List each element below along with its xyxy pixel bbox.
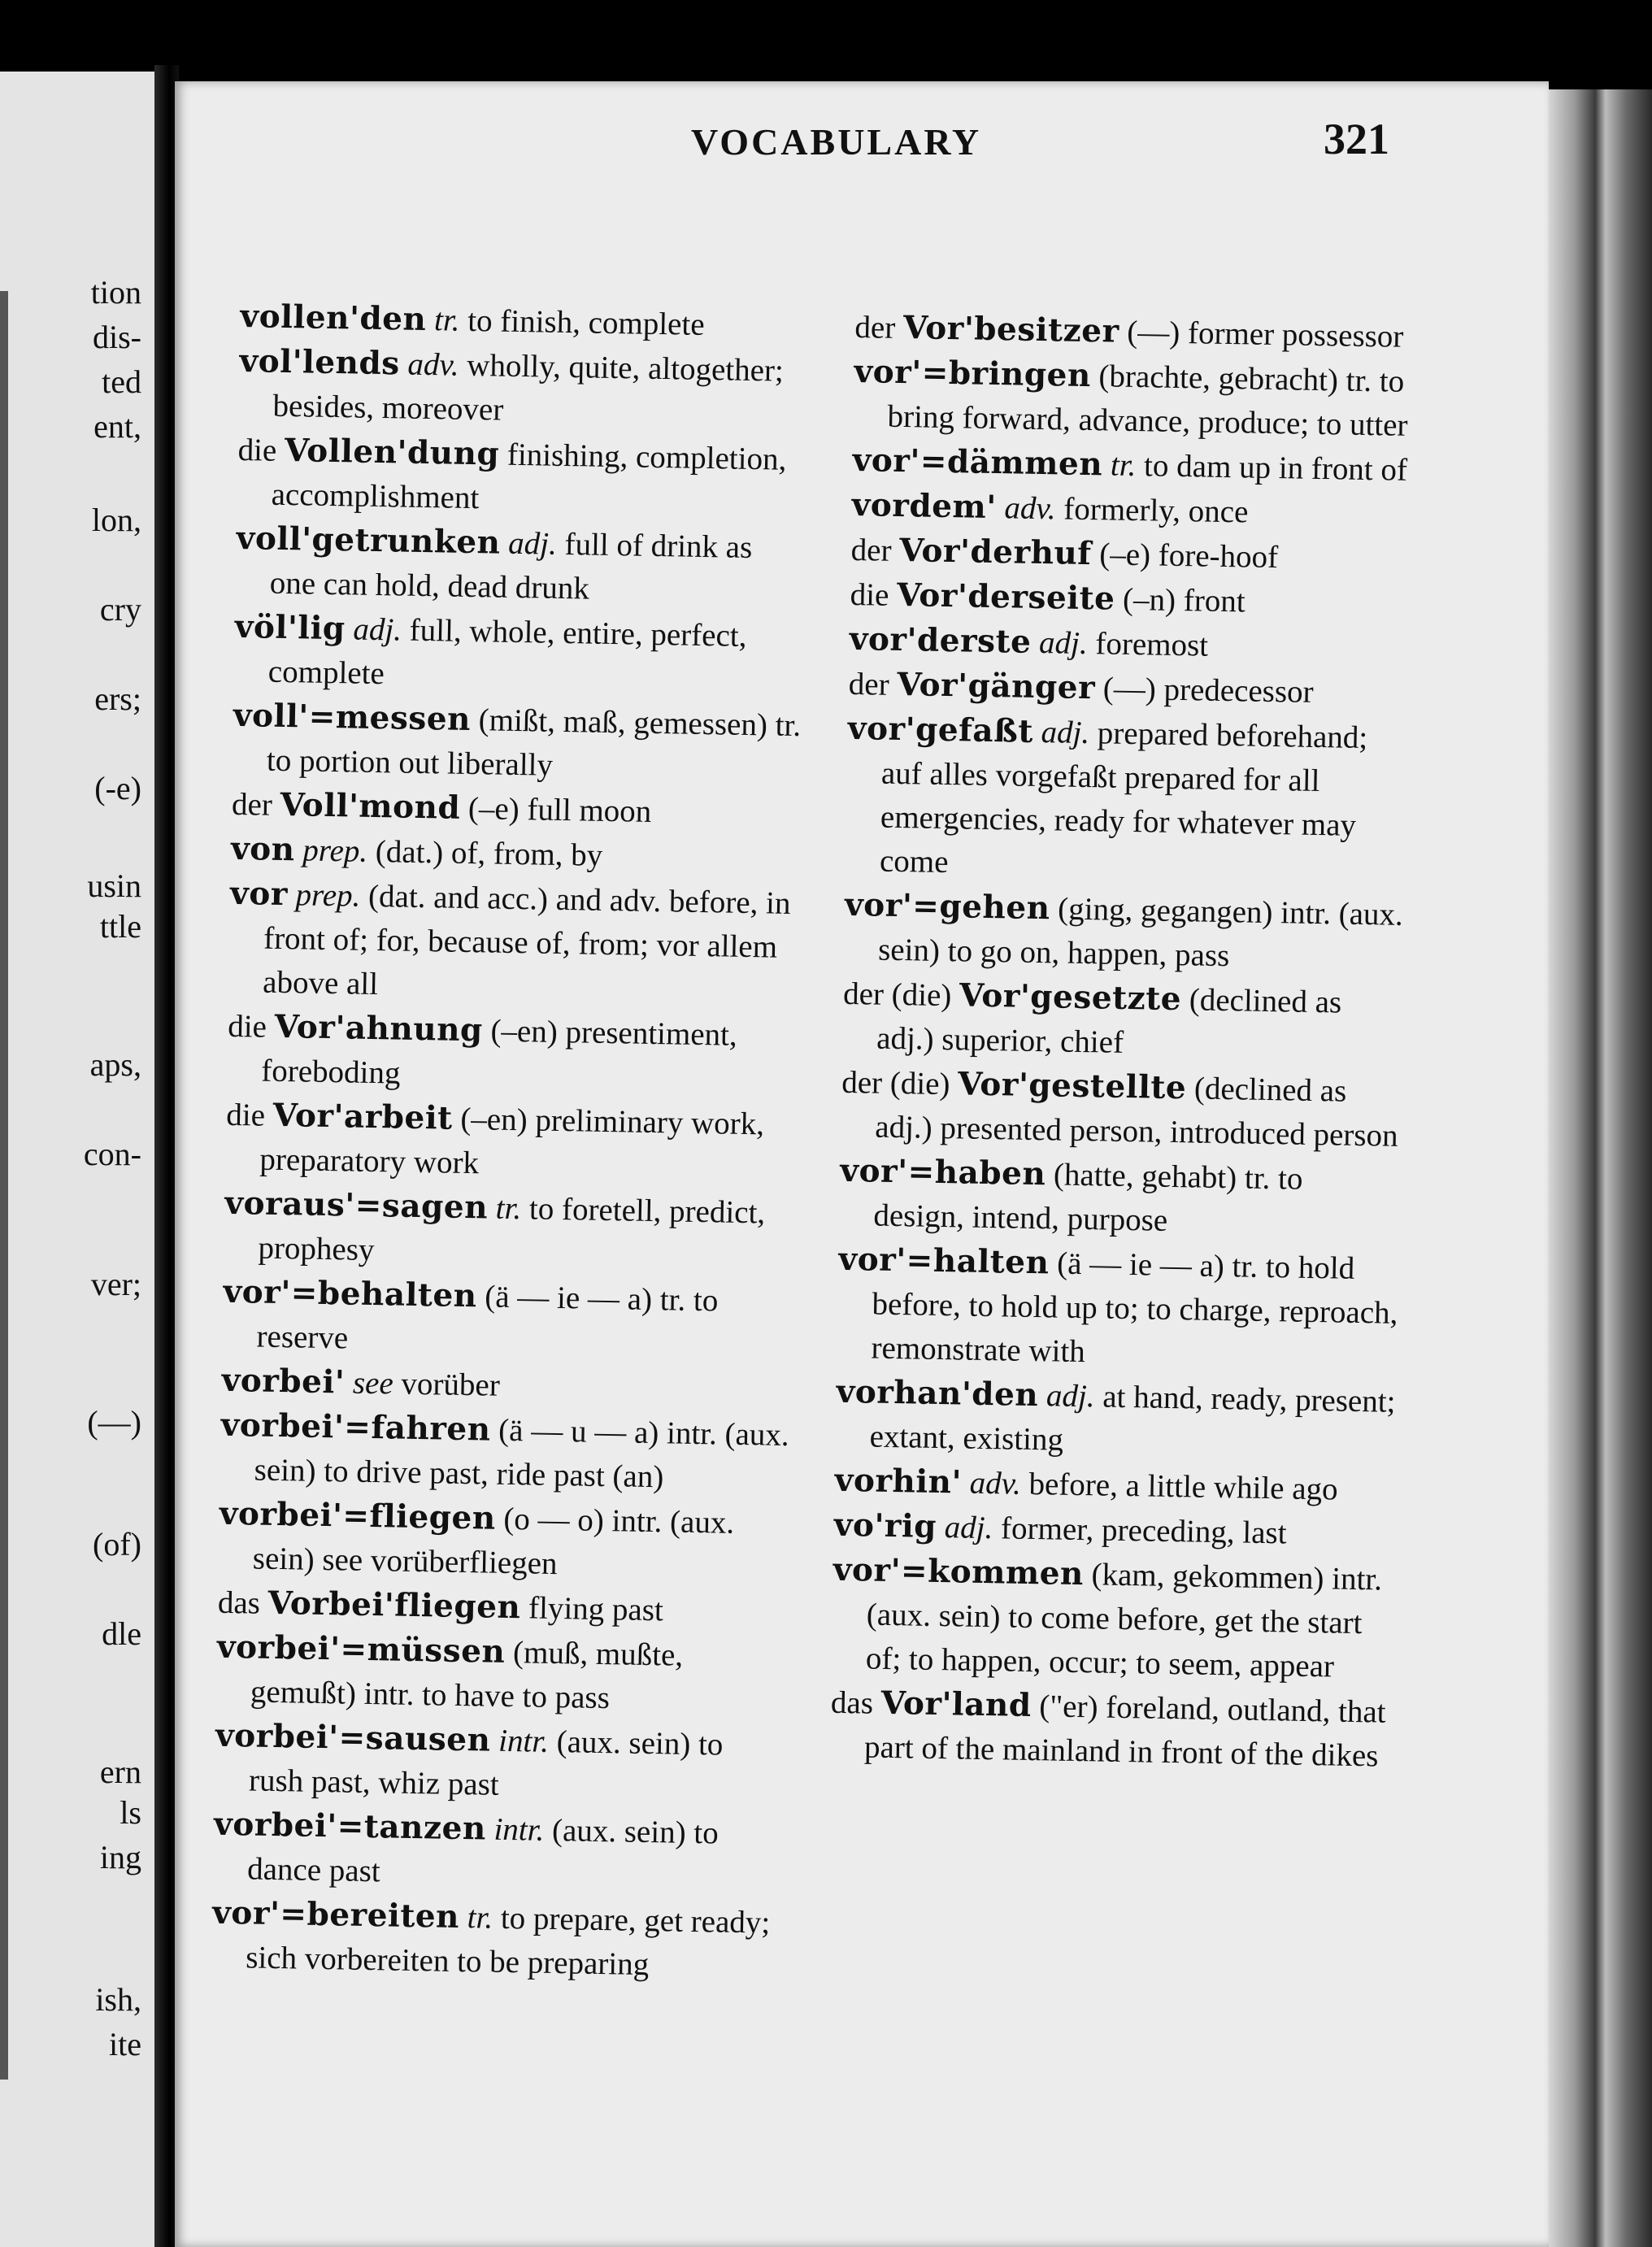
facing-page-fragment: (—) bbox=[87, 1404, 141, 1441]
entry-definition: (muß, mußte, gemußt) intr. to have to pass bbox=[250, 1635, 684, 1716]
entry-definition: former, preceding, last bbox=[1000, 1510, 1287, 1551]
dictionary-entry bbox=[839, 1149, 1402, 1247]
dictionary-entry bbox=[216, 1625, 787, 1723]
page-stack-edge bbox=[1549, 89, 1652, 2247]
entry-headword: vor'=halten bbox=[838, 1240, 1050, 1282]
facing-page-fragment: ing bbox=[99, 1839, 141, 1875]
entry-grammar-label: prep. bbox=[302, 832, 368, 869]
entry-definition: (–en) presentiment, foreboding bbox=[260, 1013, 738, 1091]
entry-headword: Vollen'dung bbox=[284, 431, 500, 473]
facing-page-fragment: usin bbox=[87, 867, 141, 904]
entry-definition: wholly, quite, altogether; besides, moreover bbox=[272, 347, 785, 428]
entry-grammar-label: prep. bbox=[295, 877, 361, 914]
entry-definition: to finish, complete bbox=[467, 302, 705, 342]
entry-headword: Vor'besitzer bbox=[902, 309, 1120, 350]
facing-page-fragment: ls bbox=[120, 1794, 141, 1831]
entry-headword: vo'rig bbox=[833, 1506, 937, 1545]
dictionary-entry bbox=[227, 1004, 798, 1102]
facing-page-fragment: dis- bbox=[93, 319, 141, 355]
dictionary-entry bbox=[222, 1270, 793, 1368]
dictionary-entry bbox=[215, 1714, 785, 1812]
entry-definition: (kam, gekommen) intr. (aux. sein) to come before, get the start of; to happen, occur; to seem, appear bbox=[865, 1557, 1383, 1684]
entry-headword: Vor'derseite bbox=[896, 576, 1115, 618]
entry-article: die bbox=[850, 576, 889, 613]
facing-page-fragment: lon, bbox=[91, 502, 141, 538]
facing-page-fragment: dle bbox=[102, 1615, 141, 1652]
entry-grammar-label: tr. bbox=[495, 1190, 522, 1227]
entry-grammar-label: intr. bbox=[493, 1811, 545, 1848]
dictionary-entry bbox=[211, 1891, 782, 1989]
dictionary-entry bbox=[842, 971, 1405, 1070]
entry-definition: (hatte, gehabt) tr. to design, intend, purpose bbox=[873, 1157, 1303, 1238]
entry-definition: foremost bbox=[1095, 626, 1209, 663]
facing-page-fragment: ver; bbox=[90, 1266, 141, 1302]
entry-grammar-label: intr. bbox=[498, 1723, 550, 1759]
dictionary-entry bbox=[830, 1680, 1393, 1779]
dictionary-entry bbox=[237, 428, 807, 526]
entry-headword: Vor'gänger bbox=[897, 665, 1096, 707]
entry-headword: vor'gefaßt bbox=[847, 709, 1034, 750]
facing-page-fragment: ers; bbox=[94, 680, 141, 717]
dictionary-entry bbox=[218, 1492, 789, 1590]
dictionary-entry bbox=[235, 516, 806, 615]
dictionary-entry bbox=[224, 1181, 794, 1280]
entry-headword: vor'=bringen bbox=[854, 352, 1092, 395]
entry-headword: vordem' bbox=[851, 485, 998, 527]
entry-article: der bbox=[231, 786, 273, 823]
dictionary-entry bbox=[213, 1802, 784, 1901]
entry-headword: vor'derste bbox=[849, 619, 1032, 661]
entry-definition: (dat. and acc.) and adv. before, in front of; for, because of, from; vor allem above all bbox=[262, 878, 791, 1002]
entry-headword: vor'=kommen bbox=[833, 1550, 1085, 1593]
entry-definition: to prepare, get ready; sich vorbereiten to be preparing bbox=[245, 1900, 771, 1983]
facing-page-fragment: con- bbox=[83, 1136, 141, 1172]
entry-definition: to foretell, predict, prophesy bbox=[258, 1191, 766, 1268]
entry-definition: finishing, completion, accomplishment bbox=[271, 437, 787, 516]
entry-headword: Vor'gestellte bbox=[957, 1065, 1187, 1107]
entry-definition: prepared beforehand; auf alles vorgefaßt prepared for all emergencies, ready for whatever may come bbox=[879, 715, 1368, 880]
entry-headword: vol'lends bbox=[239, 341, 401, 383]
entry-headword: voll'getrunken bbox=[236, 519, 501, 562]
entry-definition: ("er) foreland, outland, that part of the mainland in front of the dikes bbox=[863, 1689, 1386, 1774]
facing-page-fragment: ttle bbox=[99, 908, 141, 945]
entry-grammar-label: adj. bbox=[1038, 625, 1089, 662]
dictionary-entry bbox=[831, 1548, 1394, 1690]
facing-page-fragment: (of) bbox=[93, 1526, 141, 1562]
dictionary-entry bbox=[233, 605, 804, 703]
dictionary-entry bbox=[220, 1403, 790, 1502]
dictionary-entry bbox=[225, 1093, 796, 1191]
entry-headword: vor bbox=[229, 874, 289, 914]
entry-headword: vor'=haben bbox=[840, 1151, 1046, 1193]
entry-headword: Vorbei'fliegen bbox=[267, 1584, 521, 1627]
entry-definition: vorüber bbox=[401, 1366, 501, 1403]
entry-grammar-label: tr. bbox=[433, 302, 460, 338]
entry-headword: vorbei'=müssen bbox=[216, 1628, 506, 1671]
entry-definition: (declined as adj.) presented person, introduced person bbox=[874, 1071, 1398, 1154]
entry-definition: (–e) fore-hoof bbox=[1098, 537, 1279, 576]
entry-definition: (ging, gegangen) intr. (aux. sein) to go on, happen, pass bbox=[877, 891, 1404, 974]
entry-definition: (brachte, gebracht) tr. to bring forward, advance, produce; to utter bbox=[887, 359, 1408, 443]
entry-article: das bbox=[217, 1584, 261, 1621]
entry-headword: völ'lig bbox=[234, 607, 346, 648]
entry-grammar-label: adj. bbox=[1041, 715, 1090, 751]
entry-article: die bbox=[226, 1097, 266, 1133]
entry-headword: von bbox=[230, 829, 296, 869]
entry-definition: (—) former possessor bbox=[1126, 314, 1404, 354]
entry-definition: (—) predecessor bbox=[1102, 671, 1314, 710]
entry-definition: (dat.) of, from, by bbox=[375, 834, 603, 873]
entry-headword: voll'=messen bbox=[233, 696, 472, 739]
entry-definition: (mißt, maß, gemessen) tr. to portion out liberally bbox=[266, 702, 802, 783]
entry-grammar-label: adj. bbox=[507, 525, 558, 562]
facing-page-fragment: cry bbox=[99, 591, 141, 628]
entry-headword: Vor'arbeit bbox=[272, 1096, 454, 1137]
entry-definition: (declined as adj.) superior, chief bbox=[876, 982, 1342, 1060]
entry-headword: Vor'ahnung bbox=[274, 1007, 484, 1050]
facing-page-fragment: ern bbox=[99, 1754, 141, 1790]
dictionary-entry bbox=[837, 1237, 1400, 1380]
entry-article: das bbox=[830, 1684, 874, 1721]
facing-page-edge bbox=[0, 291, 8, 2080]
facing-page-fragment: ish, bbox=[95, 1981, 141, 2018]
entry-definition: full of drink as one can hold, dead drunk bbox=[269, 527, 753, 606]
entry-definition: (ä — ie — a) tr. to hold before, to hold up to; to charge, reproach, remonstrate with bbox=[871, 1245, 1398, 1370]
dictionary-entry bbox=[233, 693, 803, 792]
page-number: 321 bbox=[1324, 115, 1389, 163]
facing-page-fragment: aps, bbox=[89, 1046, 141, 1083]
entry-definition: flying past bbox=[528, 1590, 664, 1628]
left-column bbox=[211, 294, 810, 1989]
entry-definition: (ä — u — a) intr. (aux. sein) to drive past, ride past (an) bbox=[254, 1412, 789, 1495]
dictionary-entry bbox=[844, 883, 1406, 981]
dictionary-entry bbox=[835, 1370, 1398, 1468]
entry-grammar-label: adv. bbox=[1004, 490, 1056, 527]
entry-definition: to dam up in front of bbox=[1143, 448, 1408, 488]
entry-headword: vor'=gehen bbox=[844, 885, 1050, 928]
entry-headword: vorbei'=tanzen bbox=[213, 1805, 487, 1848]
entry-grammar-label: tr. bbox=[1110, 447, 1137, 484]
facing-page-fragment: ent, bbox=[93, 408, 141, 445]
dictionary-entry bbox=[228, 871, 800, 1014]
entry-headword: vor'=bereiten bbox=[211, 1893, 460, 1936]
entry-headword: vorhin' bbox=[834, 1461, 963, 1502]
entry-definition: (ä — ie — a) tr. to reserve bbox=[256, 1279, 719, 1356]
dictionary-entry bbox=[853, 350, 1415, 448]
entry-grammar-label: adv. bbox=[969, 1465, 1022, 1502]
entry-article: der bbox=[850, 532, 892, 568]
running-head: VOCABULARY bbox=[691, 121, 982, 163]
entry-grammar-label: adj. bbox=[944, 1510, 993, 1546]
dictionary-entry bbox=[238, 339, 809, 437]
entry-headword: Vor'land bbox=[880, 1684, 1032, 1725]
entry-definition: (o — o) intr. (aux. sein) see vorüberfliegen bbox=[252, 1501, 735, 1582]
entry-article: der bbox=[854, 309, 896, 346]
entry-headword: Vor'gesetzte bbox=[959, 976, 1182, 1019]
facing-page-fragment: (-e) bbox=[94, 770, 141, 806]
entry-headword: Vor'derhuf bbox=[898, 531, 1092, 573]
right-column bbox=[830, 305, 1416, 1779]
entry-definition: formerly, once bbox=[1063, 491, 1249, 530]
entry-headword: vor'=behalten bbox=[223, 1272, 477, 1315]
entry-article: der (die) bbox=[842, 976, 952, 1014]
entry-headword: vollen'den bbox=[240, 297, 427, 338]
entry-definition: (–en) preliminary work, preparatory work bbox=[259, 1101, 765, 1181]
dictionary-entry bbox=[846, 706, 1410, 893]
entry-definition: (aux. sein) to dance past bbox=[246, 1812, 719, 1889]
entry-headword: vorbei'=sausen bbox=[215, 1716, 491, 1759]
entry-article: der bbox=[848, 666, 890, 702]
entry-definition: (–e) full moon bbox=[467, 790, 652, 829]
entry-grammar-label: adj. bbox=[1046, 1378, 1095, 1415]
entry-definition: full, whole, entire, perfect, complete bbox=[267, 612, 747, 692]
entry-headword: vorbei'=fahren bbox=[220, 1406, 491, 1449]
entry-article: der (die) bbox=[841, 1064, 950, 1102]
dictionary-entry bbox=[841, 1060, 1403, 1158]
entry-headword: Voll'mond bbox=[280, 785, 461, 827]
entry-grammar-label: see bbox=[352, 1365, 394, 1402]
entry-definition: (–n) front bbox=[1122, 581, 1246, 619]
entry-definition: (aux. sein) to rush past, whiz past bbox=[248, 1724, 724, 1802]
facing-page-fragment: tion bbox=[90, 274, 141, 311]
entry-headword: vorbei'=fliegen bbox=[219, 1494, 497, 1537]
facing-page-sliver bbox=[0, 72, 154, 2247]
entry-definition: before, a little while ago bbox=[1028, 1466, 1339, 1507]
entry-grammar-label: tr. bbox=[467, 1900, 493, 1936]
entry-headword: vor'=dämmen bbox=[852, 441, 1103, 484]
entry-definition: at hand, ready, present; extant, existing bbox=[869, 1379, 1396, 1458]
entry-article: die bbox=[227, 1008, 267, 1045]
entry-headword: voraus'=sagen bbox=[224, 1184, 489, 1227]
facing-page-fragment: ite bbox=[109, 2026, 141, 2062]
entry-headword: vorhan'den bbox=[836, 1372, 1039, 1415]
entry-grammar-label: adv. bbox=[407, 346, 459, 383]
entry-article: die bbox=[237, 432, 277, 468]
entry-grammar-label: adj. bbox=[353, 611, 402, 648]
entry-headword: vorbei' bbox=[221, 1361, 346, 1402]
facing-page-fragment: ted bbox=[102, 363, 141, 400]
